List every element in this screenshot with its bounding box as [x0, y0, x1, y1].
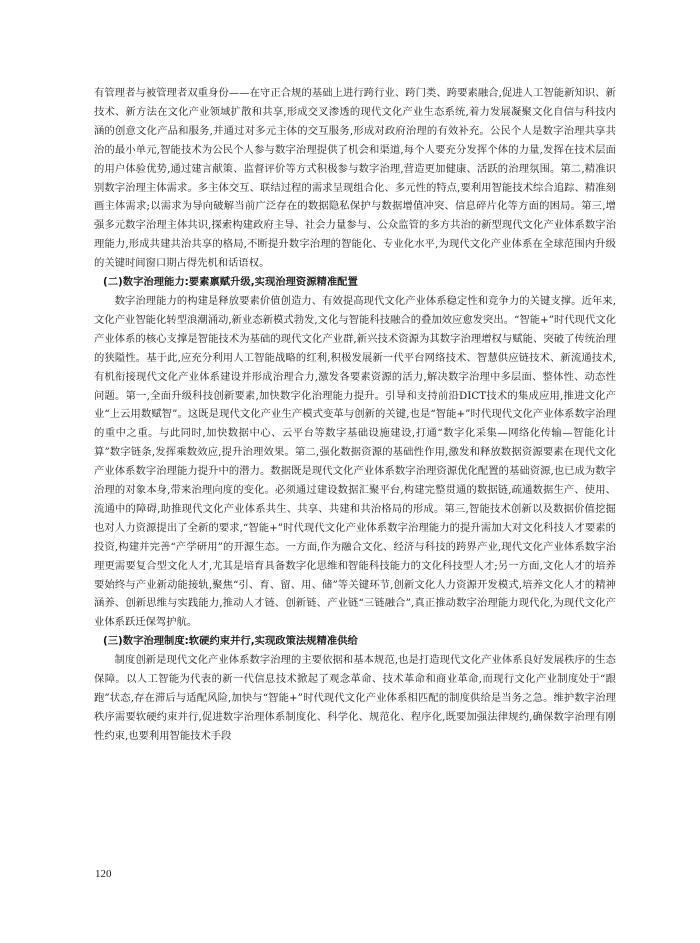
body-paragraph: 有管理者与被管理者双重身份——在守正合规的基础上进行跨行业、跨门类、跨要素融合,促进人工智能新知识、新技术、新方法在文化产业领域扩散和共享,形成交叉渗透的现代文化产业生态系统,着力发展凝聚文化自信与科技内涵的创意文化产品和服务,并通过对多元主体的交互服务,形成对政府治理的有效补充。公民个人是数字治理共享共治的最小单元,智能技术为公民个人参与数字治理提供了机会和渠道,每个人要充分发挥个体的力量,发挥在技术层面的用户体验优势,通过建言献策、监督评价等方式积极参与数字治理,营造更加健康、活跃的治理氛围。第二,精准识别数字治理主体需求。多主体交互、联结过程的需求呈现组合化、多元性的特点,要利用智能技术综合追踪、精准刻画主体需求;以需求为导向破解当前广泛存在的数据隐私保护与数据增值冲突、信息碎片化等方面的困局。第三,增强多元数字治理主体共识,探索构建政府主导、社会力量参与、公众监管的多方共治的新型现代文化产业体系数字治理能力,形成共建共治共享的格局,不断提升数字治理的智能化、专业化水平,为现代文化产业体系在全球范围内升级的关键时间窗口期占得先机和话语权。 — [94, 87, 616, 270]
article-body — [94, 84, 616, 746]
page-number: 120 — [95, 868, 112, 880]
section-heading: (三)数字治理制度:软硬约束并行,实现政策法规精准供给 — [103, 635, 358, 648]
body-paragraph: 制度创新是现代文化产业体系数字治理的主要依据和基本规范,也是打造现代文化产业体系良好发展秩序的生态保障。以人工智能为代表的新一代信息技术掀起了观念革命、技术革命和商业革命,而现行文化产业制度处于“跟跑”状态,存在滞后与适配风险,加快与“智能+”时代现代文化产业体系相匹配的制度供给是当务之急。维护数字治理秩序需要软硬约束并行,促进数字治理体系制度化、科学化、规范化、程序化,既要加强法律规约,确保数字治理有刚性约束,也要利用智能技术手段 — [94, 654, 616, 742]
section-heading: (二)数字治理能力:要素禀赋升级,实现治理资源精准配置 — [103, 276, 358, 289]
body-paragraph: 数字治理能力的构建是释放要素价值创造力、有效提高现代文化产业体系稳定性和竞争力的关键支撑。近年来,文化产业智能化转型浪潮涌动,新业态新模式勃发,文化与智能科技融合的叠加效应愈发突出。“智能+”时代现代文化产业体系的核心支撑是智能技术为基础的现代文化产业群,新兴技术资源为其数字治理增权与赋能、突破了传统治理的狭隘性。基于此,应充分利用人工智能战略的红利,积极发展新一代平台网络技术、智慧供应链技术、新流通技术,有机衔接现代文化产业体系建设并形成治理合力,激发各要素资源的活力,解决数字治理中多层面、整体性、动态性问题。第一,全面升级科技创新要素,加快数字化治理能力提升。引导和支持前沿DICT技术的集成应用,推进文化产业“上云用数赋智”。这既是现代文化产业生产模式变革与创新的关键,也是“智能+”时代现代文化产业体系数字治理的重中之重。与此同时,加快数据中心、云平台等数字基础设施建设,打通“数字化采集—网络化传输—智能化计算”数字链条,发挥乘数效应,提升治理效果。第二,强化数据资源的基础性作用,激发和释放数据资源要素在现代文化产业体系数字治理能力提升中的潜力。数据既是现代文化产业体系数字治理资源优化配置的基础资源,也已成为数字治理的对象本身,带来治理向度的变化。必须通过建设数据汇聚平台,构建完整贯通的数据链,疏通数据生产、使用、流通中的障碍,助推现代文化产业体系共生、共享、共建和共治格局的形成。第三,智能技术创新以及数据价值挖掘也对人力资源提出了全新的要求,“智能+”时代现代文化产业体系数字治理能力的提升需加大对文化科技人才要素的投资,构建并完善“产学研用”的开源生态。一方面,作为融合文化、经济与科技的跨界产业,现代文化产业体系数字治理更需要复合型文化人才,尤其是培育具备数字化思维和智能科技能力的文化科技型人才;另一方面,文化人才的培养要始终与产业新动能接轨,聚焦“引、育、留、用、储”等关键环节,创新文化人力资源开发模式,培养文化人才的精神涵养、创新思维与实践能力,推动人才链、创新链、产业链“三链融合”,真正推动数字治理能力现代化,为现代文化产业体系跃迁保驾护航。 — [94, 294, 616, 629]
